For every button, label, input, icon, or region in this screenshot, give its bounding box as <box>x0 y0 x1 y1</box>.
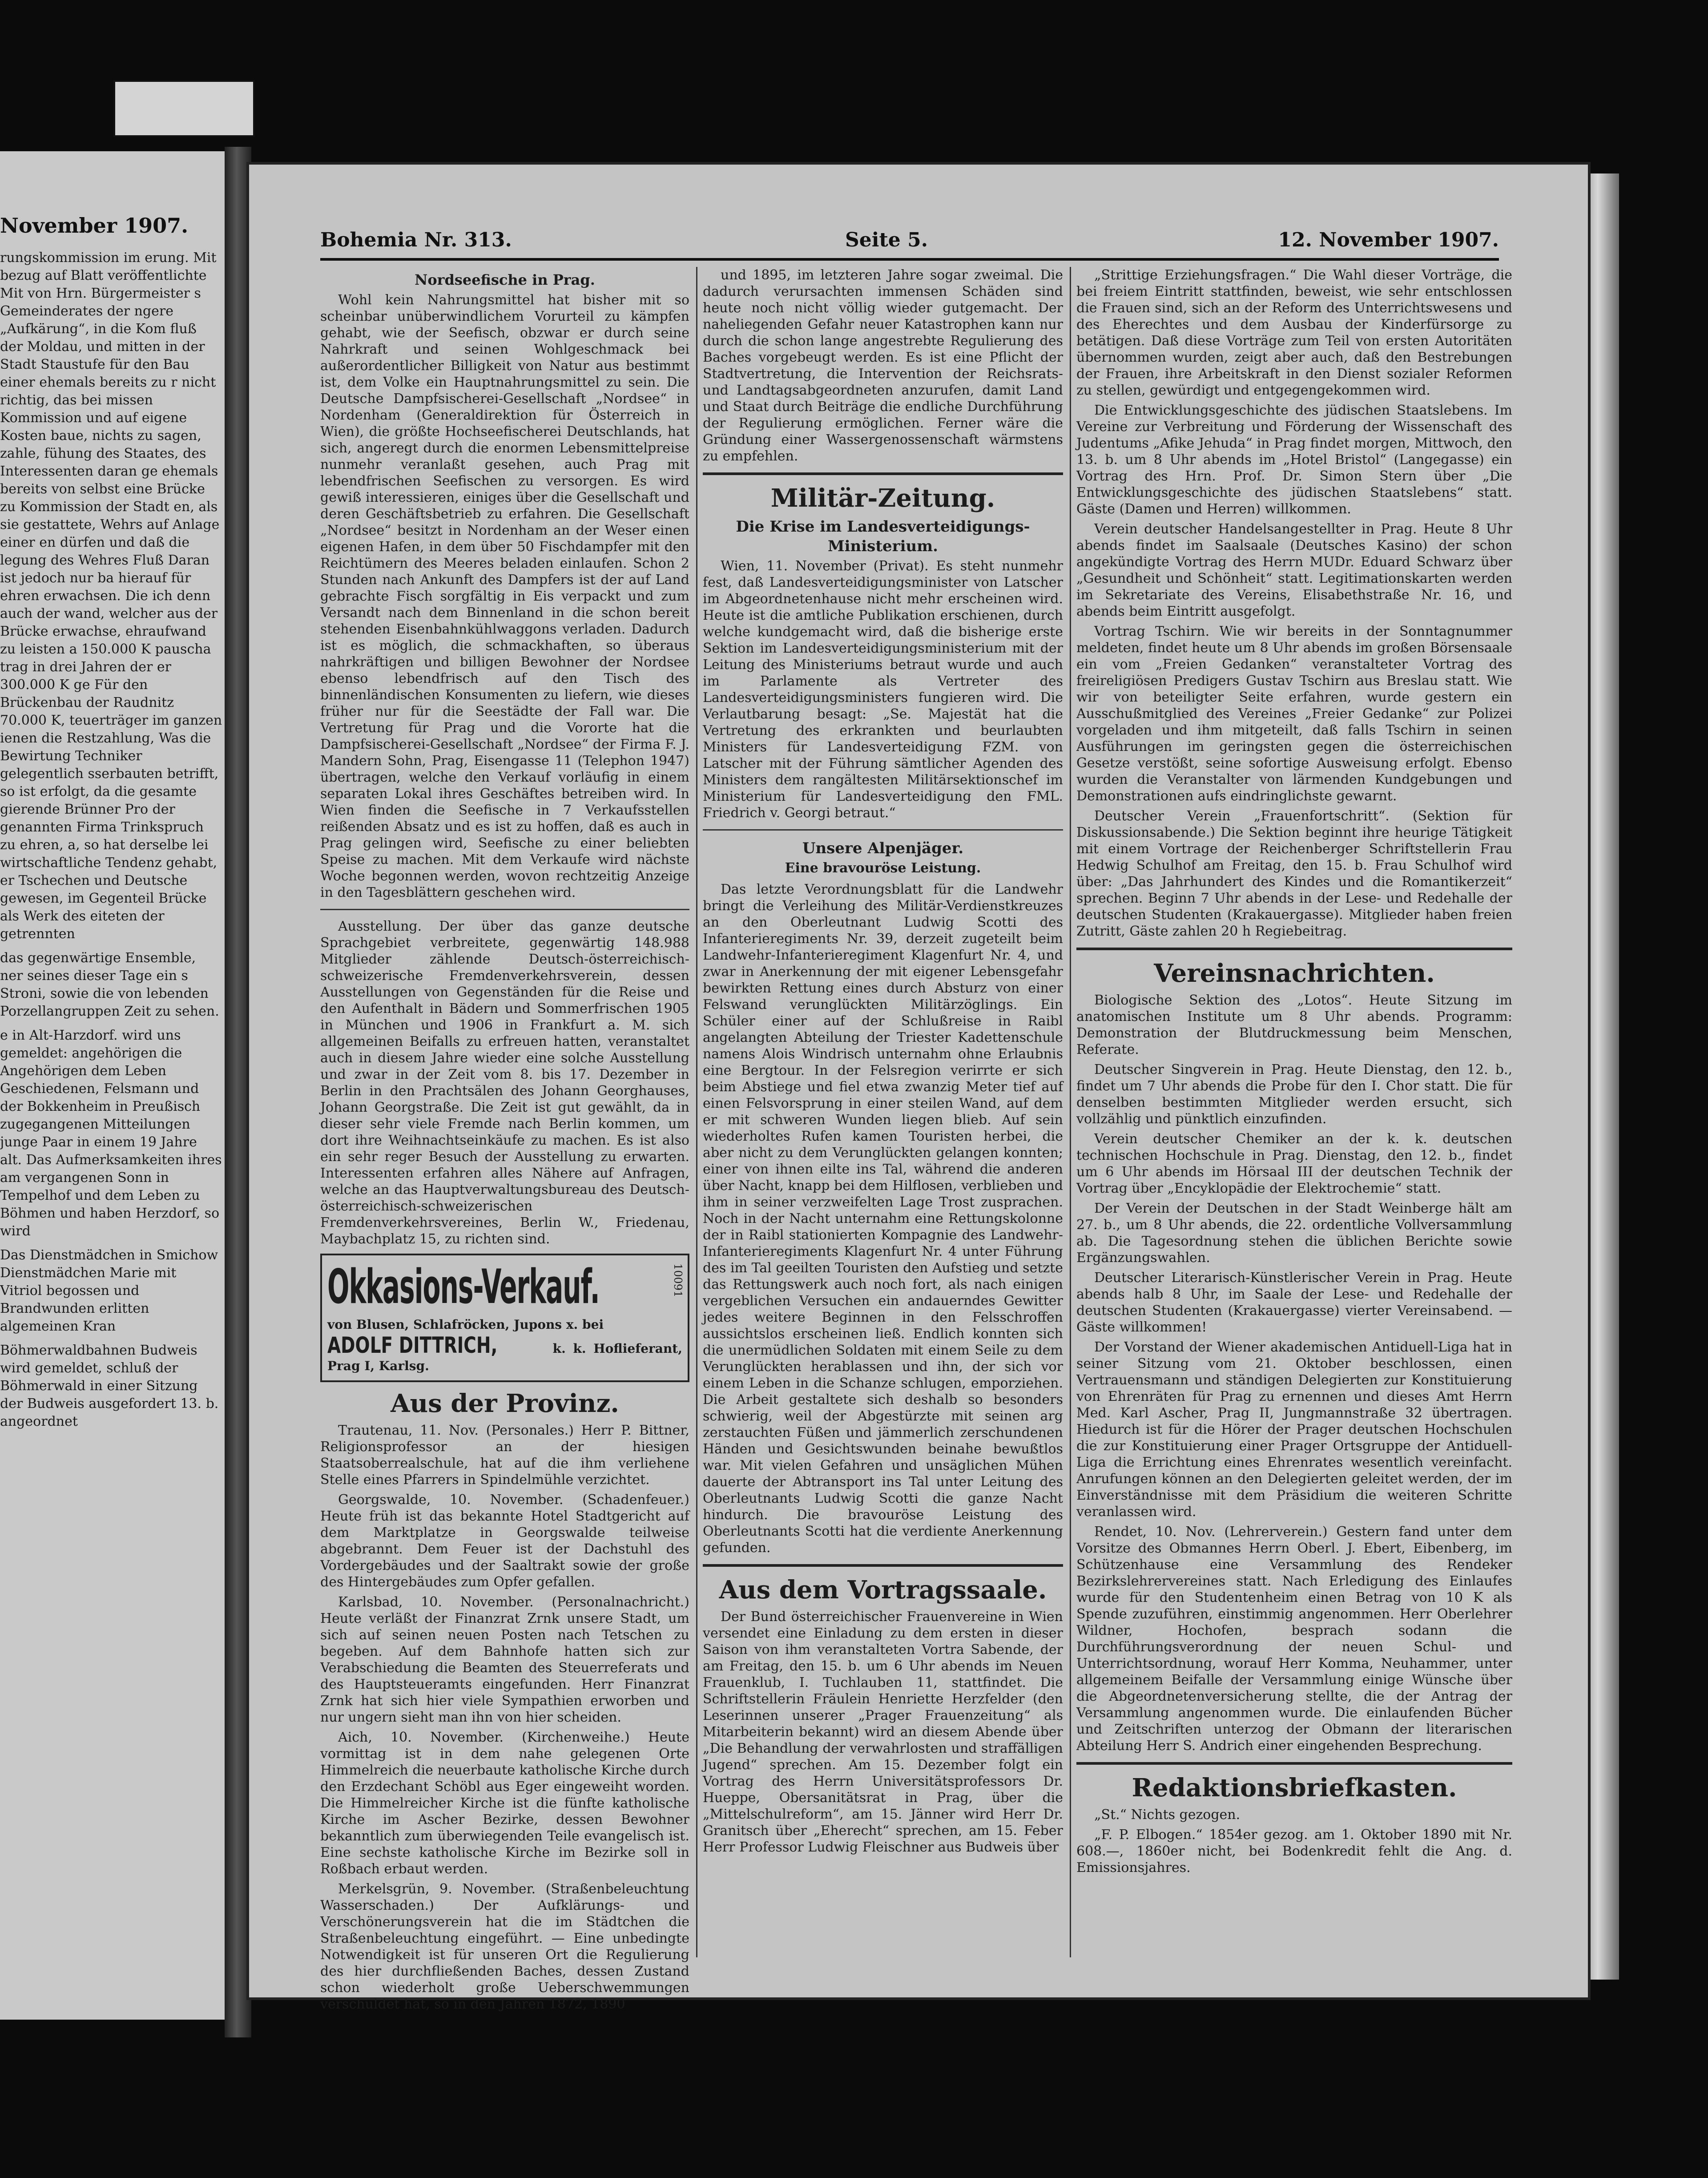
section-rule <box>703 829 1063 831</box>
article-paragraph: Aich, 10. November. (Kirchenweihe.) Heute vormittag ist in dem nahe gelegenen Orte Himmelreich die neuerbaute katholische Kirche durch den Erzdechant Schöbl aus Eger eingeweiht worden. Die Himmelreicher Kirche ist die fünfte katholische Kirche im Ascher Bezirke, dessen Bewohner bekanntlich zum überwiegenden Teile evangelisch ist. Eine sechste katholische Kirche im Bezirke soll in Roßbach erbaut werden. <box>320 1730 689 1877</box>
column-rule <box>696 267 697 1957</box>
section-title-vortragssaale: Aus dem Vortragssaale. <box>719 1575 1047 1605</box>
article-paragraph: Trautenau, 11. Nov. (Personales.) Herr P. Bittner, Religionsprofessor an der hiesigen Staatsoberrealschule, hat auf die ihm verliehene Stelle eines Pfarrers in Spindelmühle verzichtet. <box>320 1423 689 1488</box>
article-paragraph: Karlsbad, 10. November. (Personalnachricht.) Heute verläßt der Finanzrat Zrnk unsere Stadt, um sich auf seinen neuen Posten nach Tetschen zu begeben. Auf dem Bahnhofe hatten sich zur Verabschiedung die Beamten des Steuerreferats und des Hauptsteueramts eingefunden. Herr Finanzrat Zrnk hat sich hier viele Sympathien erworben und nur ungern sieht man ihn von hier scheiden. <box>320 1594 689 1725</box>
article-paragraph: „F. P. Elbogen.“ 1854er gezog. am 1. Oktober 1890 mit Nr. 608.—, 1860er nicht, bei Bodenkredit fehlt die Ang. d. Emissionsjahres. <box>1076 1827 1512 1876</box>
left-page-paragraph: Böhmerwaldbahnen Budweis wird gemeldet, schluß der Böhmerwald in einer Sitzung der Budweis ausgefordert 13. b. angeordnet <box>0 1343 219 1429</box>
header-paper-issue: Bohemia Nr. 313. <box>320 229 512 251</box>
ad-number: 10091 <box>672 1263 684 1298</box>
left-page-fragment <box>0 151 231 2020</box>
article-paragraph: Verein deutscher Chemiker an der k. k. deutschen technischen Hochschule in Prag. Dienstag, den 12. b., findet um 6 Uhr abends im Hörsaal III der deutschen Technik der Vortrag über „Encyklopädie der Elektrochemie“ statt. <box>1076 1131 1512 1196</box>
article-paragraph: Deutscher Singverein in Prag. Heute Dienstag, den 12. b., findet um 7 Uhr abends die Probe für den I. Chor statt. Die für denselben bestimmten Mitglieder werden ersucht, sich vollzählig und pünktlich einzufinden. <box>1076 1062 1512 1127</box>
ad-subline: von Blusen, Schlafröcken, Jupons x. bei <box>327 1317 604 1332</box>
article-paragraph: Ausstellung. Der über das ganze deutsche Sprachgebiet verbreitete, gegenwärtig 148.988 Mitglieder zählende Deutsch-österreichisch-schweizerische Fremdenverkehrsverein, dessen Ausstellungen von Gegenständen für die Reise und den Aufenthalt in Bädern und Sommerfrischen 1905 in München und 1906 in Frankfurt a. M. sich allgemeinen Beifalls zu erfreuen hatten, veranstaltet auch in diesem Jahre wieder eine solche Ausstellung und zwar in der Zeit vom 8. bis 17. Dezember in Berlin in den Prachtsälen des Johann Georghauses, Johann Georgstraße. Die Zeit ist gut gewählt, da in dieser sehr viele Fremde nach Berlin kommen, um dort ihre Weihnachtseinkäufe zu machen. Es ist also ein sehr reger Besuch der Ausstellung zu erwarten. Interessenten erfahren alles Nähere auf Anfragen, welche an das Hauptverwaltungsbureau des Deutsch-österreichisch-schweizerischen Fremdenverkehrsvereines, Berlin W., Friedenau, Maybachplatz 15, zu richten sind. <box>320 919 689 1247</box>
article-paragraph: Der Verein der Deutschen in der Stadt Weinberge hält am 27. b., um 8 Uhr abends, die 22. ordentliche Vollversammlung ab. Die Tagesordnung stehen die üblichen Berichte sowie Ergänzungswahlen. <box>1076 1201 1512 1266</box>
article-paragraph: Georgswalde, 10. November. (Schadenfeuer.) Heute früh ist das bekannte Hotel Stadtgericht auf dem Marktplatze in Georgswalde teilweise abgebrannt. Dem Feuer ist der Dachstuhl des Vordergebäudes und der Saaltrakt sowie der große des Hintergebäudes zum Opfer gefallen. <box>320 1492 689 1590</box>
section-title-militaer: Militär-Zeitung. <box>770 484 995 513</box>
left-page-paragraph: Das Dienstmädchen in Smichow Dienstmädchen Marie mit Vitriol begossen und Brandwunden erlitten algemeinen Kran <box>0 1247 218 1334</box>
column-3 <box>1076 267 1512 1880</box>
left-page-paragraph: das gegenwärtige Ensemble, ner seines dieser Tage ein s Stroni, sowie die von lebenden Porzellangruppen Zeit zu sehen. <box>0 950 219 1019</box>
column-1 <box>320 267 689 2016</box>
left-page-paragraph: rungskommission im erung. Mit bezug auf Blatt veröffentlichte Mit von Hrn. Bürgermeister s Gemeinderates der ngere „Aufkärung“, in die Kom fluß der Moldau, und mitten in der Stadt Staustufe für den Bau einer ehemals bereits zu r nicht richtig, das bei missen Kommission und auf eigene Kosten baue, nichts zu sagen, zahle, fühung des Staates, des Interessenten daran ge ehemals bereits von selbst eine Brücke zu Kommission der Stadt en, als sie gestattete, Wehrs auf Anlage einer en dürfen und daß die legung des Wehres Fluß Daran ist jedoch nur ba hierauf für ehren erwachsen. Die ich denn auch der wand, welcher aus der Brücke erwachse, ehraufwand zu leisten a 150.000 K pauscha trag in drei Jahren der er 300.000 K ge Für den Brückenbau der Raudnitz 70.000 K, teuerträger im ganzen ienen die Restzahlung, Was die Bewirtung Techniker gelegentlich sserbauten betrifft, so ist erfolgt, da die gesamte gierende Brünner Pro der genannten Firma Trinkspruch zu ehren, a, so hat derselbe lei wirtschaftliche Tendenz gehabt, er Tschechen und Deutsche gewesen, im Gegenteil Brücke als Werk des eiteten der getrennten <box>0 250 222 942</box>
section-title-vereinsnachrichten: Vereinsnachrichten. <box>1154 959 1435 988</box>
article-paragraph: Deutscher Verein „Frauenfortschritt“. (Sektion für Diskussionsabende.) Die Sektion beginnt ihre heurige Tätigkeit mit einem Vortrage der Reichenberger Schriftstellerin Frau Hedwig Schulhof am Freitag, den 15. b. Frau Schulhof wird über: „Das Jahrhundert des Kindes und die Romantikerzeit“ sprechen. Beginn 7 Uhr abends in der Lese- und Redehalle der deutschen Studenten (Krakauergasse). Mitglieder haben freien Zutritt, Gäste zahlen 20 h Regiebeitrag. <box>1076 808 1512 939</box>
ad-firm-name: ADOLF DITTRICH, <box>327 1332 498 1358</box>
book-gutter <box>225 147 251 2037</box>
article-paragraph: und 1895, im letzteren Jahre sogar zweimal. Die dadurch verursachten immensen Schäden sind heute noch nicht völlig wieder gutgemacht. Der naheliegenden Gefahr neuer Katastrophen kann nur durch die schon lange angestrebte Regulierung des Baches vorgebeugt werden. Es ist eine Pflicht der Stadtvertretung, die Intervention der Reichsrats- und Landtagsabgeordneten anzurufen, damit Land und Staat durch Beiträge die endliche Durchführung der Regulierung ermöglichen. Ferner wäre die Gründung einer Wassergenossenschaft wärmstens zu empfehlen. <box>703 267 1063 464</box>
column-rule <box>1070 267 1071 1957</box>
left-page-text <box>0 249 222 1437</box>
section-title-briefkasten: Redaktionsbriefkasten. <box>1132 1773 1457 1803</box>
article-subtitle: Eine bravouröse Leistung. <box>785 860 981 876</box>
article-paragraph: Merkelsgrün, 9. November. (Straßenbeleuchtung Wasserschaden.) Der Aufklärungs- und Verschönerungsverein hat die im Städtchen die Straßenbeleuchtung eingeführt. — Eine unbedingte Notwendigkeit ist für unseren Ort die Regulierung des hier durchfließenden Baches, dessen Zustand schon wiederholt große Ueberschwemmungen verschuldet hat, so in den Jahren 1872, 1890 <box>320 1881 689 2012</box>
section-title-provinz: Aus der Provinz. <box>391 1389 619 1418</box>
left-page-header: November 1907. <box>0 214 189 238</box>
article-paragraph: Der Bund österreichischer Frauenvereine in Wien versendet eine Einladung zu dem ersten in dieser Saison von ihm veranstalteten Vortra Sabende, der am Freitag, den 15. b. um 6 Uhr abends im Neuen Frauenklub, I. Tuchlauben 11, stattfindet. Die Schriftstellerin Fräulein Henriette Herzfelder (den Leserinnen unserer „Prager Frauenzeitung“ als Mitarbeiterin bekannt) wird an diesem Abende über „Die Behandlung der verwahrlosten und straffälligen Jugend“ sprechen. Am 15. Dezember folgt ein Vortrag des Herrn Universitätsprofessors Dr. Hueppe, Obersanitätsrat in Prag, über die „Mittelschulreform“, am 15. Jänner wird Herr Dr. Granitsch über „Eherecht“ sprechen, am 15. Feber Herr Professor Ludwig Fleischner aus Budweis über <box>703 1609 1063 1855</box>
advertisement-okkasions-verkauf <box>320 1254 689 1382</box>
article-paragraph: Das letzte Verordnungsblatt für die Landwehr bringt die Verleihung des Militär-Verdienstkreuzes an den Oberleutnant Ludwig Scotti des Infanterieregiments Nr. 39, derzeit zugeteilt beim Landwehr-Infanterieregiment Klagenfurt Nr. 4, und zwar in Anerkennung der mit eigener Lebensgefahr bewirkten Rettung eines durch Absturz von einer Felswand verunglückten Militärzöglings. Ein Schüler einer auf der Schlußreise in Raibl angelangten Abteilung der Triester Kadettenschule namens Alois Windrisch unternahm ohne Erlaubnis eine Bergtour. In der Felsregion verirrte er sich beim Abstiege und fiel etwa zwanzig Meter tief auf einen Felsvorsprung in einer steilen Wand, auf dem er mit schweren Wunden liegen blieb. Auf sein wiederholtes Rufen kamen Touristen herbei, die aber nicht zu dem Verunglückten gelangen konnten; einer von ihnen eilte ins Tal, während die anderen über Nacht, knapp bei dem Hilflosen, verblieben und ihm in seiner verzweifelten Lage Trost zusprachen. Noch in der Nacht unternahm eine Rettungskolonne der in Raibl stationierten Kompagnie des Landwehr-Infanterieregiments Klagenfurt Nr. 4 unter Führung des im Tal geeilten Touristen den Aufstieg und setzte das Rettungswerk auch noch fort, als nach einigen vergeblichen Versuchen ein andauerndes Gewitter jedes weitere Beginnen in den Felsschroffen aussichtslos erscheinen ließ. Endlich konnten sich die unermüdlichen Soldaten mit einem Seile zu dem Verunglückten herablassen und ihn, der sich vor einem Leben in die Schanze schlugen, emporziehen. Die Arbeit gestaltete sich deshalb so besonders schwierig, weil der Abgestürzte mit seinen arg zerstauchten Füßen und jämmerlich zerschundenen Händen und Gesichtswunden beinahe bewußtlos war. Mit vielen Gefahren und unsäglichen Mühen dauerte der Abtransport ins Tal unter Leitung des Oberleutnants Ludwig Scotti die ganze Nacht hindurch. Die bravouröse Leistung des Oberleutnants Scotti hat die verdiente Anerkennung gefunden. <box>703 882 1063 1556</box>
left-page-paragraph: e in Alt-Harzdorf. wird uns gemeldet: angehörigen die Angehörigen dem Leben Geschiedenen, Felsmann und der Bokkenheim in Preußisch zugegangenen Mitteilungen junge Paar in einem 19 Jahre alt. Das Aufmerksamkeiten ihres am vergangenen Sonn in Tempelhof und dem Leben zu Böhmen und haben Herzdorf, so wird <box>0 1028 222 1239</box>
article-paragraph: Der Vorstand der Wiener akademischen Antiduell-Liga hat in seiner Sitzung vom 21. Oktober beschlossen, einen Vertrauensmann und ständigen Delegierten zur Konstituierung von Ehrenräten für Prag zu ernennen und dieses Amt Herrn Med. Karl Ascher, Prag II, Jungmannstraße 32 übertragen. Hiedurch ist für die Hörer der Prager deutschen Hochschulen die zur Konstituierung einer Prager Ortsgruppe der Antiduell-Liga die Errichtung eines Ehrenrates wesentlich vereinfacht. Anrufungen können an den Delegierten geleitet werden, der im Einverständnisse mit dem Präsidium die weiteren Schritte veranlassen wird. <box>1076 1339 1512 1520</box>
page-stack-edge <box>1583 173 1619 1980</box>
newspaper-page <box>249 165 1588 2012</box>
page-header <box>320 227 1499 258</box>
ad-headline: Okkasions-Verkauf. <box>327 1259 600 1314</box>
article-paragraph: Biologische Sektion des „Lotos“. Heute Sitzung im anatomischen Institute um 8 Uhr abends. Programm: Demonstration der Blutdruckmessung beim Menschen, Referate. <box>1076 992 1512 1057</box>
article-title-krise: Die Krise im Landesverteidigungs-Ministerium. <box>736 518 1030 555</box>
article-paragraph: Die Entwicklungsgeschichte des jüdischen Staatslebens. Im Vereine zur Verbreitung und Förderung der Wissenschaft des Judentums „Afike Jehuda“ in Prag findet morgen, Mittwoch, den 13. b. um 8 Uhr abends im „Hotel Bristol“ (Langegasse) ein Vortrag des Hrn. Prof. Dr. Simon Stern über „Die Entwicklungsgeschichte des jüdischen Staatslebens“ statt. Gäste (Damen und Herren) willkommen. <box>1076 403 1512 517</box>
section-rule <box>1076 1762 1512 1765</box>
article-title-alpenjaeger: Unsere Alpenjäger. <box>802 839 964 857</box>
header-rule <box>320 258 1499 261</box>
ad-firm-address: k. k. Hoflieferant, Prag I, Karlsg. <box>327 1341 682 1373</box>
article-title-nordsee: Nordseefische in Prag. <box>415 271 595 288</box>
binding-tab <box>113 80 255 137</box>
section-rule <box>320 909 689 910</box>
section-rule <box>703 1564 1063 1567</box>
article-paragraph: Rendet, 10. Nov. (Lehrerverein.) Gestern fand unter dem Vorsitze des Obmannes Herrn Oberl. J. Ebert, Eibenberg, im Schützenhause eine Versammlung des Rendeker Bezirkslehrervereines statt. Nach Erledigung des Einlaufes wurde für den Studentenheim einen Betrag von 10 K als Spende zuzuführen, einstimmig angenommen. Herr Oberlehrer Wildner, Hochofen, besprach sodann die Durchführungsverordnung der neuen Schul- und Unterrichtsordnung, worauf Herr Komma, Neuhammer, unter allgemeinem Beifalle der Versammlung einige Wünsche über die Abgeordnetenversicherung stellte, die der Antrag der Versammlung angenommen wurde. Die einlaufenden Bücher und Zeitschriften unterzog der Obmann der literarischen Abteilung Herr S. Andrich einer eingehenden Besprechung. <box>1076 1524 1512 1754</box>
header-date: 12. November 1907. <box>1278 229 1499 251</box>
article-paragraph: Verein deutscher Handelsangestellter in Prag. Heute 8 Uhr abends findet im Saalsaale (Deutsches Kasino) der schon angekündigte Vortrag des Herrn MUDr. Eduard Schwarz über „Gesundheit und Schönheit“ statt. Legitimationskarten werden im Sekretariate des Vereins, Elisabethstraße Nr. 16, und abends beim Eintritt ausgefolgt. <box>1076 521 1512 619</box>
section-rule <box>703 472 1063 475</box>
article-paragraph: Deutscher Literarisch-Künstlerischer Verein in Prag. Heute abends halb 8 Uhr, im Saale der Lese- und Redehalle der deutschen Studenten (Krakauergasse) vierter Vereinsabend. — Gäste willkommen! <box>1076 1270 1512 1335</box>
article-paragraph: Wohl kein Nahrungsmittel hat bisher mit so scheinbar unüberwindlichem Vorurteil zu kämpfen gehabt, wie der Seefisch, obzwar er durch seine Nahrkraft und seinen Wohlgeschmack bei außerordentlicher Billigkeit von Natur aus bestimmt ist, dem Volke ein Hauptnahrungsmittel zu sein. Die Deutsche Dampfsischerei-Gesellschaft „Nordsee“ in Nordenham (Generaldirektion für Österreich in Wien), die größte Hochseefischerei Deutschlands, hat sich, angeregt durch die enormen Lebensmittelpreise nunmehr veranlaßt gesehen, auch Prag mit lebendfrischen Seefischen zu versorgen. Es wird gewiß interessieren, einiges über die Gesellschaft und deren Geschäftsbetrieb zu erfahren. Die Gesellschaft „Nordsee“ besitzt in Nordenham an der Weser einen eigenen Hafen, in dem über 50 Fischdampfer mit den Reichtümern des Meeres beladen einlaufen. Schon 2 Stunden nach Ankunft des Dampfers ist der auf Land gebrachte Fisch sorgfältig in Eis verpackt und zum Versandt nach dem Binnenland in die schon bereit stehenden Eisenbahnkühlwaggons verladen. Dadurch ist es möglich, die schmackhaften, so überaus nahrkräftigen und billigen Bewohner der Nordsee ebenso lebendfrisch auf den Tisch des binnenländischen Konsumenten zu liefern, wie dieses früher nur für die Seestädte der Fall war. Die Vertretung für Prag und die Vororte hat die Dampfsischerei-Gesellschaft „Nordsee“ der Firma F. J. Mandern Sohn, Prag, Eisengasse 11 (Telephon 1947) übertragen, welche den Verkauf vorläufig in einem separaten Lokal ihres Geschäftes betreiben wird. In Wien finden die Seefische in 7 Verkaufsstellen reißenden Absatz und es ist zu hoffen, daß es auch in Prag gelingen wird, Seefische zu einer beliebten Speise zu machen. Mit dem Verkaufe wird nächste Woche begonnen werden, wovon rechtzeitig Anzeige in den Tagesblättern geschehen wird. <box>320 292 689 900</box>
article-paragraph: Wien, 11. November (Privat). Es steht nunmehr fest, daß Landesverteidigungsminister von Latscher im Abgeordnetenhause nicht mehr erscheinen wird. Heute ist die amtliche Publikation erschienen, durch welche kundgemacht wird, daß die bisherige erste Sektion im Landesverteidigungsministerium mit der Leitung des Ministeriums betraut wurde und auch im Parlamente als Vertreter des Landesverteidigungsministers fungieren wird. Die Verlautbarung besagt: „Se. Majestät hat die Vertretung des erkrankten und beurlaubten Ministers für Landesverteidigung FZM. von Latscher mit der Führung sämtlicher Agenden des Ministers dem rangältesten Militärsektionschef im Ministerium für Landesverteidigung den FML. Friedrich v. Georgi betraut.“ <box>703 558 1063 821</box>
article-paragraph: „St.“ Nichts gezogen. <box>1094 1807 1241 1823</box>
column-2 <box>703 267 1063 1859</box>
article-paragraph: Vortrag Tschirn. Wie wir bereits in der Sonntagnummer meldeten, findet heute um 8 Uhr abends im großen Börsensaale ein vom „Freien Gedanken“ veranstalteter Vortrag des freireligiösen Predigers Gustav Tschirn aus Breslau statt. Wie wir von beteiligter Seite erfahren, wurde gestern ein Ausschußmitglied des Vereines „Freier Gedanke“ zur Polizei vorgeladen und ihm mitgeteilt, daß falls Tschirn in seinen Ausführungen im geringsten gegen die österreichischen Gesetze verstößt, seine sofortige Ausweisung erfolgt. Ebenso wurden die Veranstalter von lärmenden Kundgebungen und Demonstrationen aufs eindringlichste gewarnt. <box>1076 624 1512 804</box>
section-rule <box>1076 948 1512 950</box>
article-paragraph: „Strittige Erziehungsfragen.“ Die Wahl dieser Vorträge, die bei freiem Eintritt stattfinden, beweist, wie sehr entschlossen die Frauen sind, sich an der Reform des Unterrichtswesens und des Eherechtes und dem Ausbau der Kinderfürsorge zu betätigen. Daß diese Vorträge zum Teil von ersten Autoritäten übernommen wurden, zeigt aber auch, daß den Bestrebungen der Frauen, ihre Arbeitskraft in den Dienst sozialer Reformen zu stellen, gewürdigt und entgegengekommen wird. <box>1076 267 1512 398</box>
header-page-number: Seite 5. <box>845 229 928 251</box>
